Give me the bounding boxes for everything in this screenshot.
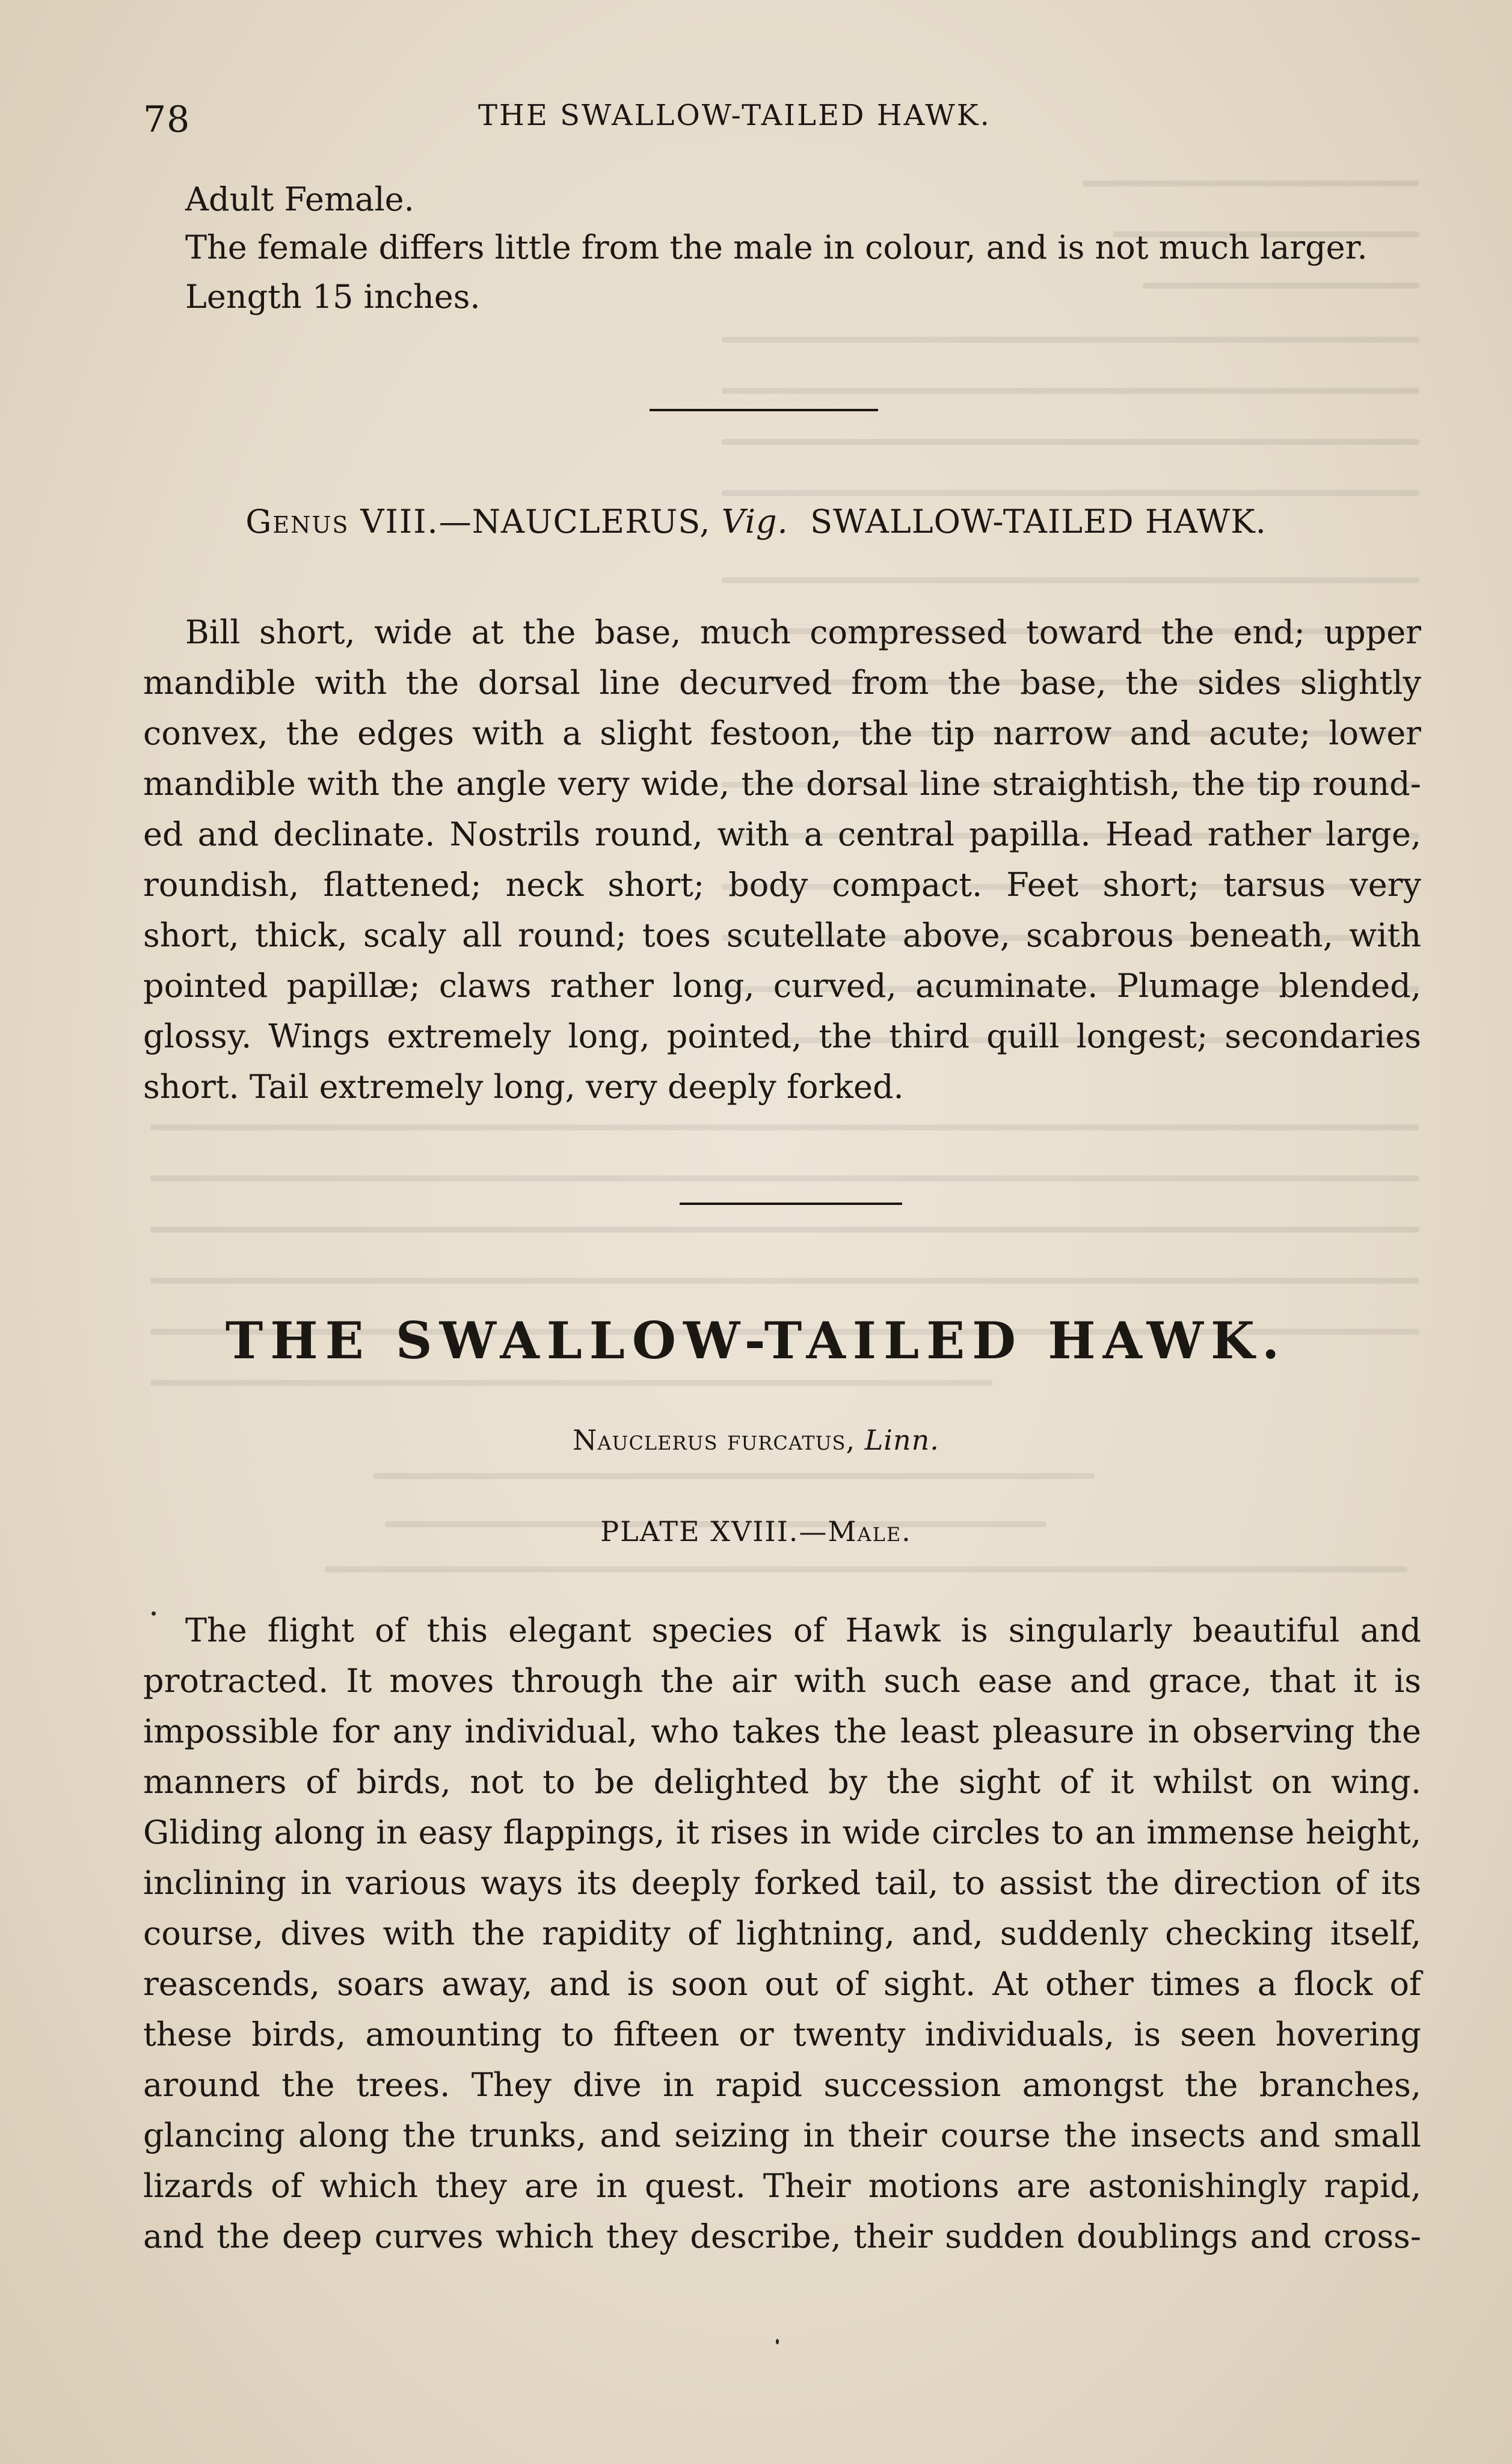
genus-heading [0,503,1512,541]
section-divider [650,409,878,411]
main-text-line: impossible for any individual, who takes the least pleasure in observing the [143,1712,1421,1750]
genus-authority: Vig. [721,503,788,541]
plate-sex: Male. [828,1515,912,1548]
genus-name: —NAUCLERUS, [438,503,711,541]
main-text-line: glancing along the trunks, and seizing in their course the insects and small [143,2116,1421,2154]
main-text-line: The flight of this elegant species of Hawk is singularly beautiful and [185,1611,1421,1649]
genus-description-line: roundish, flattened; neck short; body compact. Feet short; tarsus very [143,866,1421,904]
plate-line [0,1515,1512,1548]
genus-description-line: Bill short, wide at the base, much compressed toward the end; upper [185,613,1421,651]
section-divider [680,1203,902,1205]
main-text-line: these birds, amounting to fifteen or twenty individuals, is seen hovering [143,2015,1421,2053]
running-head [0,90,1512,144]
genus-description-line: mandible with the angle very wide, the dorsal line straightish, the tip round- [143,765,1421,803]
genus-description-line: short. Tail extremely long, very deeply forked. [143,1068,904,1106]
species-authority: Linn. [864,1424,939,1456]
ink-speck [152,1611,156,1616]
adult-female-line: Length 15 inches. [185,278,481,316]
genus-description-line: ed and declinate. Nostrils round, with a central papilla. Head rather large, [143,815,1421,853]
main-text-line: inclining in various ways its deeply forked tail, to assist the direction of its [143,1864,1421,1902]
main-text-line: around the trees. They dive in rapid succession amongst the branches, [143,2066,1421,2104]
plate-label: PLATE XVIII.— [600,1515,828,1548]
running-head-title: THE SWALLOW-TAILED HAWK. [478,99,991,132]
page-number: 78 [143,99,191,141]
species-latin-name: Nauclerus furcatus, [573,1424,856,1456]
genus-description-line: glossy. Wings extremely long, pointed, the third quill longest; secondaries [143,1017,1421,1055]
adult-female-line: The female differs little from the male in colour, and is not much larger. [185,228,1368,266]
main-text-line: protracted. It moves through the air with such ease and grace, that it is [143,1662,1421,1700]
species-title: THE SWALLOW-TAILED HAWK. [225,1311,1287,1370]
ink-speck [776,2339,779,2344]
main-text-line: and the deep curves which they describe, their sudden doublings and cross- [143,2217,1421,2255]
genus-common-name: SWALLOW-TAILED HAWK. [810,503,1267,541]
adult-female-heading: Adult Female. [185,180,414,218]
main-text-line: lizards of which they are in quest. Their motions are astonishingly rapid, [143,2167,1421,2205]
main-text-line: course, dives with the rapidity of lightning, and, suddenly checking itself, [143,1914,1421,1952]
genus-description-line: convex, the edges with a slight festoon, the tip narrow and acute; lower [143,714,1421,752]
genus-description-line: mandible with the dorsal line decurved from the base, the sides slightly [143,664,1421,702]
genus-label: Genus VIII. [245,503,439,541]
main-text-line: Gliding along in easy flappings, it rises in wide circles to an immense height, [143,1813,1421,1851]
genus-description-line: pointed papillæ; claws rather long, curved, acuminate. Plumage blended, [143,967,1421,1005]
main-text-line: manners of birds, not to be delighted by the sight of it whilst on wing. [143,1763,1421,1801]
species-latin-line [0,1424,1512,1456]
main-text-line: reascends, soars away, and is soon out of sight. At other times a flock of [143,1965,1421,2003]
genus-description-line: short, thick, scaly all round; toes scutellate above, scabrous beneath, with [143,916,1421,954]
